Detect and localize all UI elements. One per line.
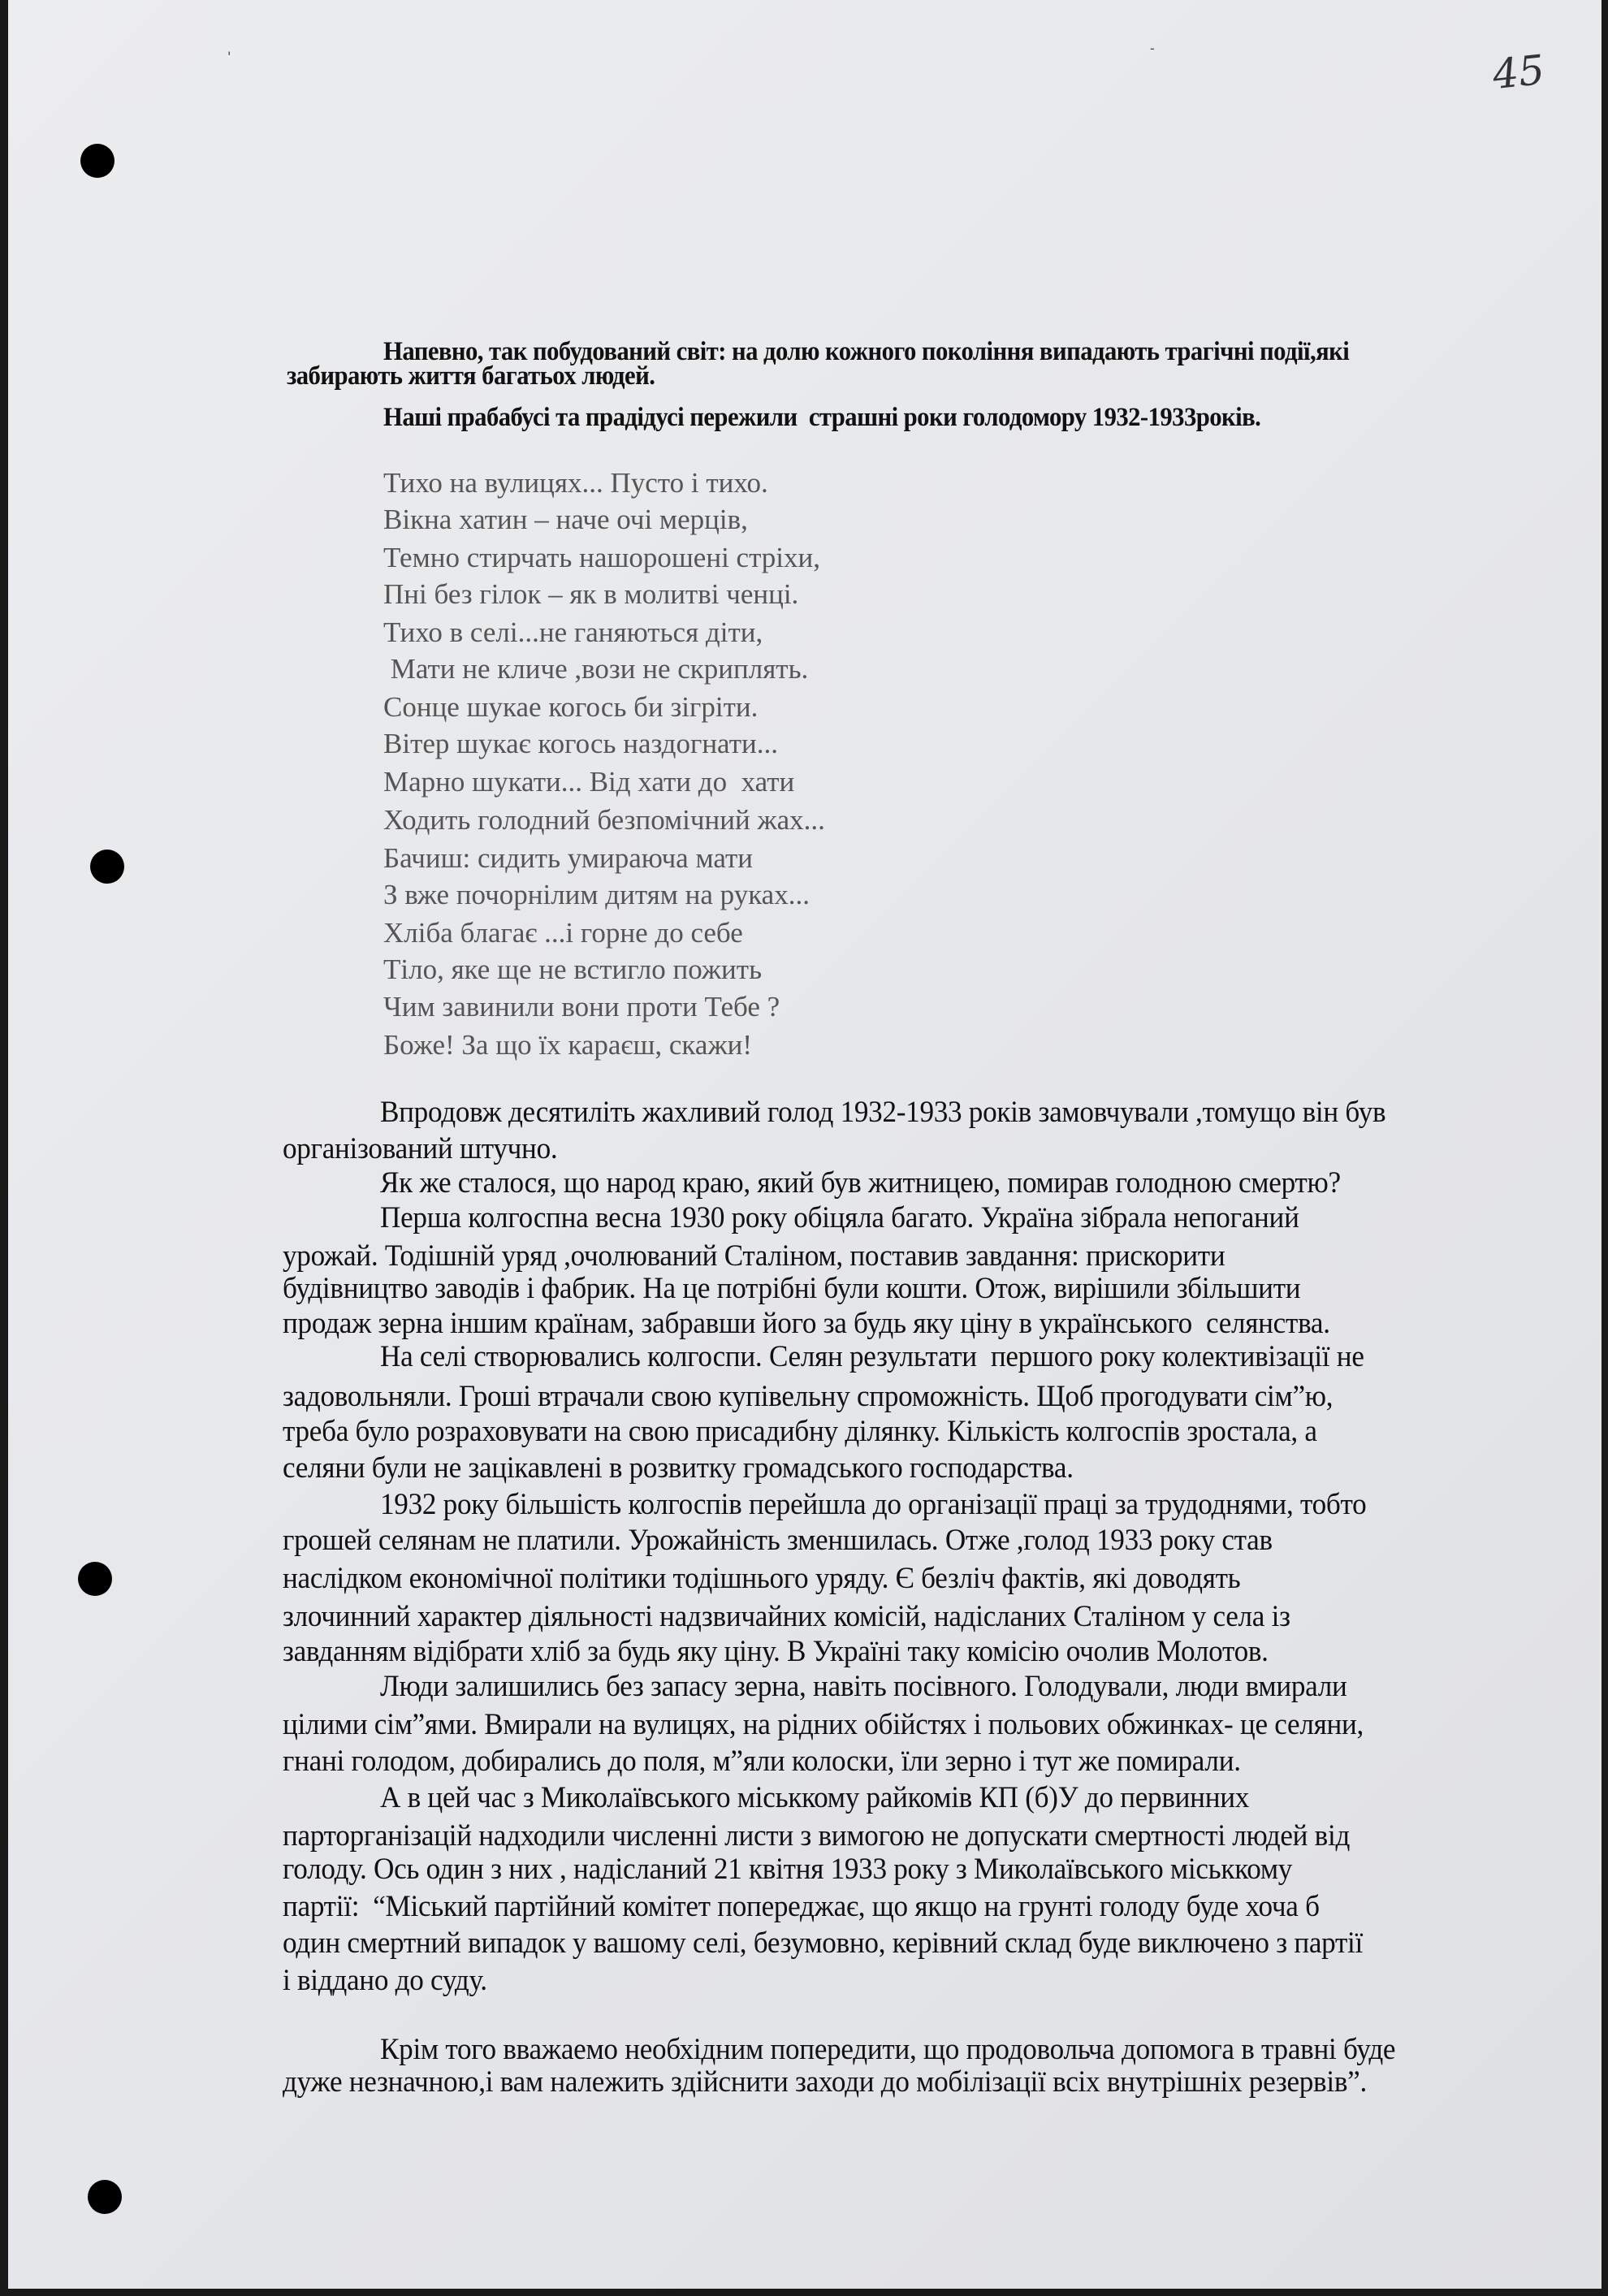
scan-speck: - [1150, 41, 1155, 56]
prose-line: урожай. Тодішній уряд ,очолюваний Сталіном, поставив завдання: прискорити [283, 1239, 1225, 1273]
prose-line: треба було розраховувати на свою присадибну ділянку. Кількість колгоспів зростала, а [283, 1415, 1317, 1448]
prose-line: голоду. Ось один з них , надісланий 21 квітня 1933 року з Миколаївського міськкому [283, 1853, 1293, 1886]
poem-line: Тихо на вулицях... Пусто і тихо. [383, 467, 768, 499]
prose-line: парторганізацій надходили численні листи з вимогою не допускати смертності людей від [283, 1819, 1351, 1853]
prose-line: А в цей час з Миколаївського міськкому райкомів КП (б)У до первинних [380, 1781, 1250, 1814]
poem-line: Вікна хатин – наче очі мерців, [383, 504, 748, 535]
prose-line: завданням відібрати хліб за будь яку ціну. В Україні таку комісію очолив Молотов. [283, 1635, 1269, 1668]
punch-hole [90, 850, 124, 884]
intro-line: Наші прабабусі та прадідусі пережили страшні роки голодомору 1932-1933років. [383, 403, 1261, 432]
intro-line: Напевно, так побудований світ: на долю кожного покоління випадають трагічні події,які [383, 337, 1350, 366]
poem-line: Вітер шукає когось наздогнати... [383, 728, 778, 759]
prose-line: наслідком економічної політики тодішнього уряду. Є безліч фактів, які доводять [283, 1562, 1241, 1595]
prose-line: будівництво заводів і фабрик. На це потрібні були кошти. Отож, вирішили збільшити [283, 1272, 1301, 1305]
prose-line: Люди залишились без запасу зерна, навіть посівного. Голодували, люди вмирали [380, 1670, 1347, 1703]
prose-line: злочинний характер діяльності надзвичайних комісій, надісланих Сталіном у села із [283, 1600, 1290, 1633]
poem-line: З вже почорнілим дитям на руках... [383, 879, 810, 910]
poem-line: Марно шукати... Від хати до хати [383, 766, 795, 798]
punch-hole [88, 2180, 122, 2214]
prose-line: один смертний випадок у вашому селі, безумовно, керівний склад буде виключено з партії [283, 1926, 1364, 1960]
prose-line: Як же сталося, що народ краю, який був житницею, помирав голодною смертю? [380, 1166, 1341, 1200]
poem-line: Темно стирчать нашорошені стріхи, [383, 542, 821, 573]
poem-line: Хліба благає ...і горне до себе [383, 917, 743, 949]
prose-line: продаж зерна іншим країнам, забравши його за будь яку ціну в українського селянства. [283, 1307, 1330, 1340]
punch-hole [78, 1562, 112, 1596]
prose-line: Перша колгоспна весна 1930 року обіцяла багато. Україна зібрала непоганий [380, 1201, 1299, 1234]
prose-line: селяни були не зацікавлені в розвитку громадського господарства. [283, 1451, 1074, 1485]
poem-line: Боже! За що їх караєш, скажи! [383, 1029, 753, 1061]
prose-line: грошей селянам не платили. Урожайність зменшилась. Отже ,голод 1933 року став [283, 1524, 1273, 1557]
prose-line: задовольняли. Гроші втрачали свою купівельну спроможність. Щоб прогодувати сім”ю, [283, 1380, 1334, 1413]
handwritten-page-number: 45 [1490, 45, 1547, 99]
scan-speck: ' [227, 49, 231, 64]
prose-line: Впродовж десятиліть жахливий голод 1932-1933 років замовчували ,томущо він був [380, 1096, 1386, 1129]
poem-line: Бачиш: сидить умираюча мати [383, 842, 754, 874]
document-page [8, 0, 1602, 2289]
prose-line: 1932 року більшість колгоспів перейшла до організації праці за трудоднями, тобто [380, 1488, 1367, 1521]
poem-line: Тіло, яке ще не встигло пожить [383, 953, 763, 985]
prose-line: і віддано до суду. [283, 1964, 487, 1997]
prose-line: організований штучно. [283, 1132, 558, 1165]
prose-line: цілими сім”ями. Вмирали на вулицях, на рідних обійстях і польових обжинках- це селяни, [283, 1708, 1364, 1741]
punch-hole [80, 144, 115, 178]
prose-line: партії: “Міський партійний комітет попереджає, що якщо на грунті голоду буде хоча б [283, 1890, 1320, 1923]
poem-line: Чим завинили вони проти Тебе ? [383, 991, 780, 1023]
poem-line: Мати не кличе ,вози не скриплять. [383, 653, 809, 685]
prose-line: дуже незначною,і вам належить здійснити заходи до мобілізації всіх внутрішніх резервів”. [283, 2065, 1367, 2099]
poem-line: Пні без гілок – як в молитві ченці. [383, 578, 799, 610]
poem-line: Тихо в селі...не ганяються діти, [383, 616, 763, 648]
prose-line: На селі створювались колгоспи. Селян результати першого року колективізації не [380, 1340, 1364, 1373]
poem-line: Ходить голодний безпомічний жах... [383, 804, 825, 836]
poem-line: Сонце шукае когось би зігріти. [383, 691, 759, 723]
intro-line: забирають життя багатьох людей. [287, 361, 655, 391]
prose-line: Крім того вважаемо необхідним попередити, що продовольча допомога в травні буде [380, 2033, 1396, 2066]
prose-line: гнані голодом, добирались до поля, м”яли колоски, їли зерно і тут же помирали. [283, 1745, 1241, 1778]
